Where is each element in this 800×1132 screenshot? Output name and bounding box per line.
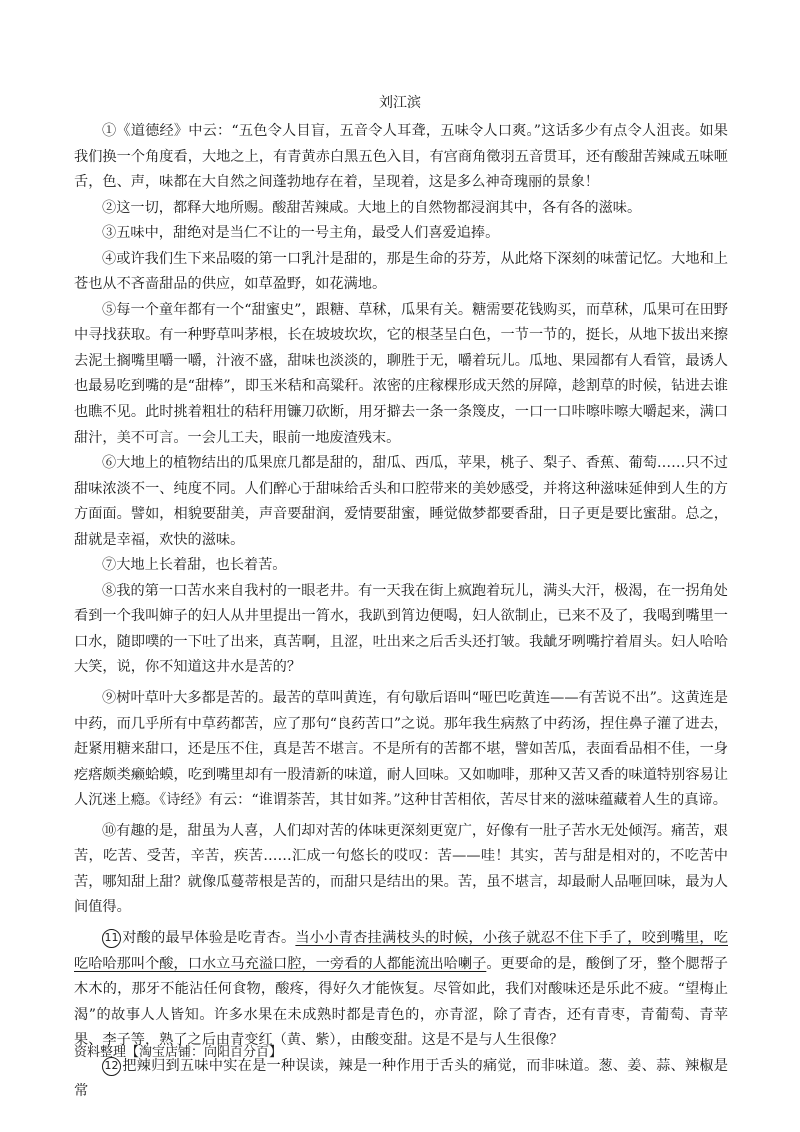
author-name: 刘江滨 bbox=[379, 95, 421, 111]
paragraph-9: ⑨树叶草叶大多都是苦的。最苦的草叫黄连，有句歇后语叫“哑巴吃黄连——有苦说不出”。这黄连是中药，而几乎所有中草药都苦，应了那句“良药苦口”之说。那年我生病熬了中药汤，捏住鼻子灌了进去，赶紧用糖来甜口，还是压不住，真是苦不堪言。不是所有的苦都不堪，譬如苦瓜，表面看品相不佳，一身疙瘩颇类癞蛤蟆，吃到嘴里却有一股清新的味道，耐人回味。又如咖啡，那种又苦又香的味道特别容易让人沉迷上瘾。《诗经》有云：“谁谓荼苦，其甘如荠。”这种甘苦相依，苦尽甘来的滋味蕴藏着人生的真谛。 bbox=[74, 690, 728, 809]
underlined-sentence: 当小小青杏挂满枝头的时候，小孩子就忍不住下手了，咬到嘴里，吃吃哈哈那叫个酸，口水立马充溢口腔，一旁看的人都能流出哈喇子 bbox=[74, 929, 728, 972]
paragraph-2: ②这一切，都释大地所赐。酸甜苦辣咸。大地上的自然物都浸润其中，各有各的滋味。 bbox=[102, 199, 642, 216]
paragraph-12-text: 把辣归到五味中实在是一种误读，辣是一种作用于舌头的痛觉，而非味道。葱、姜、蒜、辣椒是常 bbox=[74, 1057, 728, 1100]
paragraph-11-rest: 。更要命的是，酸倒了牙，整个腮帮子木木的，那牙不能沾任何食物，酸疼，得好久才能恢复。尽管如此，我们对酸味还是乐此不疲。“望梅止渴”的故事人人皆知。许多水果在未成熟时都是青色的，亦青涩，除了青杏，还有青枣，青葡萄、青苹果、李子等，熟了之后由青变红（黄、紫），由酸变甜。这是不是与人生很像？ bbox=[74, 955, 728, 1049]
paragraph-7: ⑦大地上长着甜，也长着苦。 bbox=[102, 557, 287, 574]
paragraph-11 bbox=[74, 926, 728, 1054]
paragraph-6: ⑥大地上的植物结出的瓜果庶几都是甜的，甜瓜、西瓜，苹果，桃子、梨子、香蕉、葡萄……只不过甜味浓淡不一、纯度不同。人们醉心于甜味给舌头和口腔带来的美妙感受，并将这种滋味延伸到人生的方方面面。譬如，相貌要甜美，声音要甜润，爱情要甜蜜，睡觉做梦都要香甜，日子更是要比蜜甜。总之，甜就是幸福，欢快的滋味。 bbox=[74, 455, 728, 548]
footer-source-note: 资料整理【淘宝店铺：向阳百分百】 bbox=[74, 1045, 283, 1060]
article-body bbox=[74, 119, 728, 1105]
paragraph-11-lead: 对酸的最早体验是吃青杏。 bbox=[122, 929, 296, 946]
paragraph-10: ⑩有趣的是，甜虽为人喜，人们却对苦的体味更深刻更宽广，好像有一肚子苦水无处倾泻。痛苦，艰苦，吃苦、受苦，辛苦，疾苦……汇成一句悠长的哎叹：苦——哇！其实，苦与甜是相对的，不吃苦中苦，哪知甜上甜？就像瓜蔓蒂根是苦的，而甜只是结出的果。苦，虽不堪言，却最耐人品咂回味，最为人间值得。 bbox=[74, 822, 728, 916]
paragraph-number-12: 12 bbox=[102, 1057, 121, 1076]
paragraph-5: ⑤每一个童年都有一个“甜蜜史”，跟糖、草秫，瓜果有关。糖需要花钱购买，而草秫，瓜果可在田野中寻找获取。有一种野草叫茅根，长在坡坡坎坎，它的根茎呈白色，一节一节的，挺长，从地下拔出来擦去泥土搁嘴里嚼一嚼，汁液不盛，甜味也淡淡的，聊胜于无，嚼着玩儿。瓜地、果园都有人看管，最诱人也最易吃到嘴的是“甜棒”，即玉米秸和高粱秆。浓密的庄稼棵形成天然的屏障，趁割草的时候，钻进去谁也瞧不见。此时挑着粗壮的秸秆用镰刀砍断，用牙擗去一条一条篾皮，一口一口咔嚓咔嚓大嚼起来，满口甜汁，美不可言。一会儿工夫，眼前一地废渣残末。 bbox=[74, 301, 728, 446]
paragraph-8: ⑧我的第一口苦水来自我村的一眼老井。有一天我在街上疯跑着玩儿，满头大汗，极渴，在一拐角处看到一个我叫婶子的妇人从井里提出一筲水，我趴到筲边便喝，妇人欲制止，已来不及了，我喝到嘴里一口水，随即噗的一下吐了出来，真苦啊，且涩，吐出来之后舌头还打皱。我龇牙咧嘴拧着眉头。妇人哈哈大笑，说，你不知道这井水是苦的？ bbox=[74, 582, 728, 676]
paragraph-1: ①《道德经》中云：“五色令人目盲，五音令人耳聋，五味令人口爽。”这话多少有点令人沮丧。如果我们换一个角度看，大地之上，有青黄赤白黑五色入目，有宫商角徵羽五音贯耳，还有酸甜苦辣咸五味咂舌，色、声，味都在大自然之间蓬勃地存在着，呈现着，这是多么神奇瑰丽的景象！ bbox=[74, 123, 728, 191]
paragraph-number-11: 11 bbox=[102, 929, 121, 948]
paragraph-3: ③五味中，甜绝对是当仁不让的一号主角，最受人们喜爱追捧。 bbox=[102, 225, 500, 242]
paragraph-4: ④或许我们生下来品啜的第一口乳汁是甜的，那是生命的芬芳，从此烙下深刻的味蕾记忆。大地和上苍也从不吝啬甜品的供应，如草盈野，如花满地。 bbox=[74, 250, 728, 293]
